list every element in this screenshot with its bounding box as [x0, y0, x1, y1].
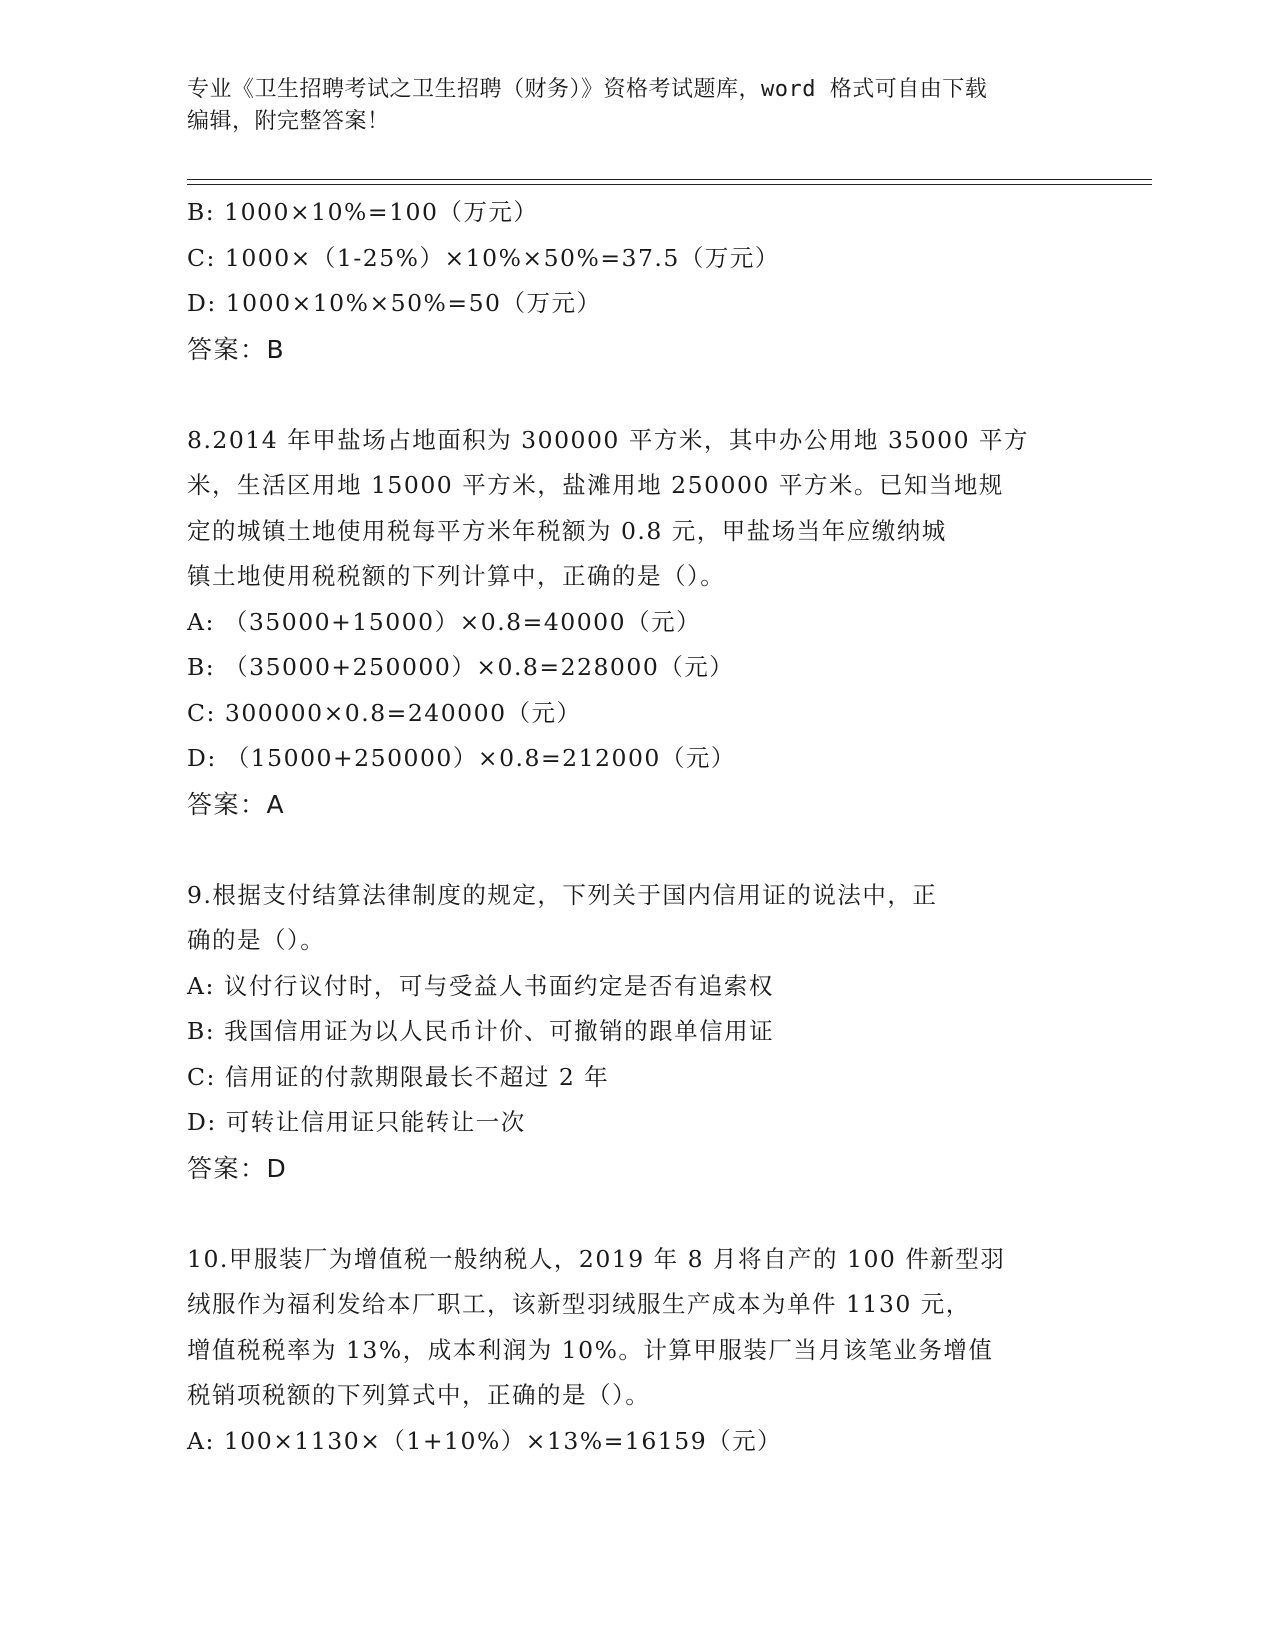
- spacer: [187, 372, 1087, 418]
- question-stem-line: 镇土地使用税税额的下列计算中，正确的是（）。: [187, 562, 726, 590]
- answer-line: 答案：A: [187, 789, 286, 819]
- header-divider-top: [187, 179, 1152, 180]
- question-8: [187, 418, 1087, 828]
- question-stem-line: 增值税税率为 13%，成本利润为 10%。计算甲服装厂当月该笔业务增值: [187, 1335, 994, 1364]
- option-d: D: 可转让信用证只能转让一次: [187, 1108, 526, 1136]
- spacer: [187, 827, 1087, 873]
- question-stem-line: 定的城镇土地使用税每平方米年税额为 0.8 元，甲盐场当年应缴纳城: [187, 516, 947, 545]
- option-a: A: 100×1130×（1+10%）×13%=16159（元）: [187, 1426, 783, 1455]
- option-d: D: （15000+250000）×0.8=212000（元）: [187, 744, 736, 772]
- option-c: C: 1000×（1-25%）×10%×50%=37.5（万元）: [187, 243, 780, 272]
- document-header: [187, 74, 1067, 138]
- option-d: D: 1000×10%×50%=50（万元）: [187, 289, 602, 317]
- question-9: [187, 873, 1087, 1192]
- question-list: [187, 190, 1087, 1464]
- option-c: C: 300000×0.8=240000（元）: [187, 698, 582, 727]
- question-stem-line: 税销项税额的下列算式中，正确的是（）。: [187, 1381, 651, 1409]
- question-7-tail: [187, 190, 1087, 372]
- header-line-2: 编辑，附完整答案！: [187, 109, 390, 134]
- header-divider-bottom: [187, 184, 1152, 185]
- option-c: C: 信用证的付款期限最长不超过 2 年: [187, 1062, 610, 1091]
- question-10: [187, 1237, 1087, 1465]
- option-a: A: （35000+15000）×0.8=40000（元）: [187, 607, 702, 636]
- question-stem-line: 绒服作为福利发给本厂职工，该新型羽绒服生产成本为单件 1130 元，: [187, 1290, 971, 1318]
- question-stem-line: 米，生活区用地 15000 平方米，盐滩用地 250000 平方米。已知当地规: [187, 471, 1004, 499]
- option-a: A: 议付行议付时，可与受益人书面约定是否有追索权: [187, 971, 774, 1000]
- question-stem-line: 8.2014 年甲盐场占地面积为 300000 平方米，其中办公用地 35000 平方: [187, 425, 1030, 454]
- question-stem-line: 9.根据支付结算法律制度的规定，下列关于国内信用证的说法中，正: [187, 880, 938, 909]
- option-b: B: 我国信用证为以人民币计价、可撤销的跟单信用证: [187, 1017, 775, 1045]
- header-line-1: 专业《卫生招聘考试之卫生招聘（财务）》资格考试题库，word 格式可自由下载: [187, 77, 988, 102]
- question-stem-line: 确的是（）。: [187, 926, 326, 954]
- option-b: B: 1000×10%=100（万元）: [187, 198, 539, 226]
- question-stem-line: 10.甲服装厂为增值税一般纳税人，2019 年 8 月将自产的 100 件新型羽: [187, 1244, 1006, 1273]
- spacer: [187, 1191, 1087, 1237]
- answer-line: 答案：B: [187, 334, 286, 364]
- option-b: B: （35000+250000）×0.8=228000（元）: [187, 653, 735, 681]
- answer-line: 答案：D: [187, 1153, 288, 1183]
